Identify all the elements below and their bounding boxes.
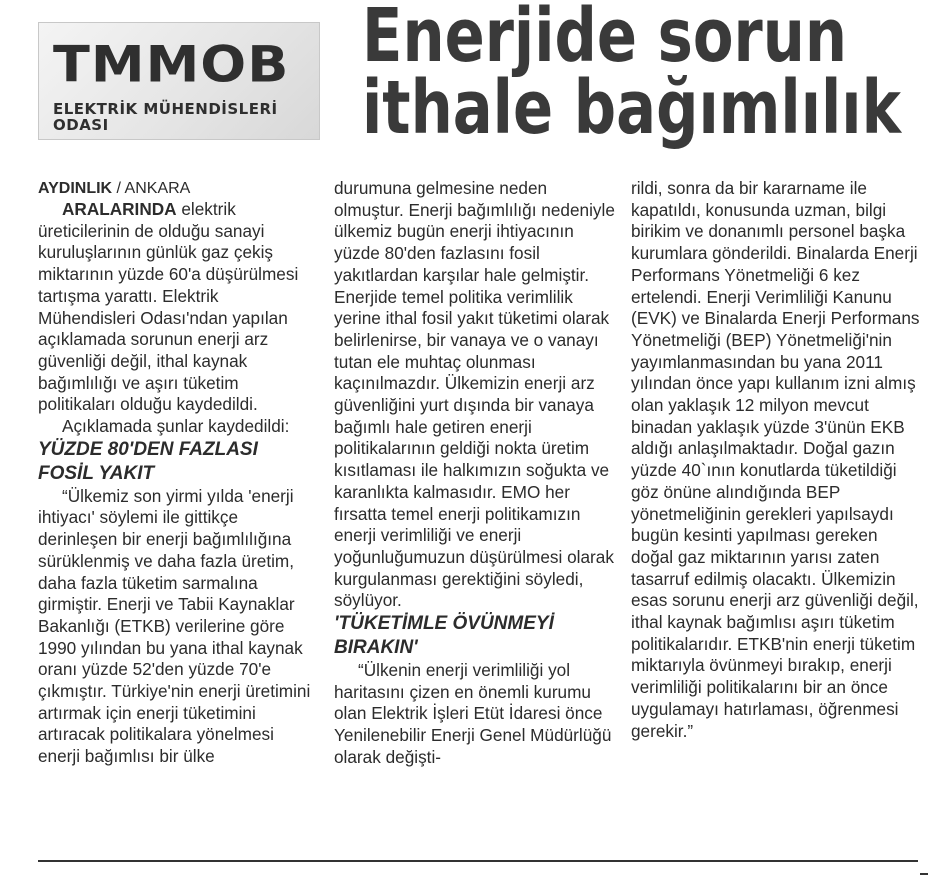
corner-mark bbox=[920, 873, 928, 875]
paragraph-1 bbox=[38, 199, 318, 416]
paragraph-2: Açıklamada şunlar kaydedildi: bbox=[62, 416, 290, 437]
subheading-1: YÜZDE 80'DEN FAZLASI FOSİL YAKIT bbox=[38, 438, 258, 484]
paragraph-3: “Ülkemiz son yirmi yılda 'enerji ihtiyacı' söylemi ile gittikçe derinleşen bir enerji bağımlılığına sürüklenmiş ve daha fazla üretim, daha fazla tüketim sarmalına girmiştir. Enerji ve Tabii Kaynaklar Bakanlığı (ETKB) verilerine göre 1990 yılından bu yana ithal kaynak oranı yüzde 52'den yüzde 70'e çıkmıştır. Türkiye'nin enerji üretimini artırmak için enerji tüketimini artıracak politikalara yönelmesi enerji bağımlısı bir ülke bbox=[38, 485, 311, 767]
paragraph-1-text: elektrik üreticilerinin de olduğu sanayi kuruluşlarının günlük gaz çekiş miktarının yüzde 60'a düşürülmesi tartışma yarattı. Elektrik Mühendisleri Odası'ndan yapılan açıklamada sorunun enerji arz güvenliği değil, ithal kaynak bağımlılığı ve aşırı tüketim politikaları olduğu kaydedildi. bbox=[38, 199, 299, 415]
headline-line1: Enerjide sorun bbox=[362, 0, 848, 79]
subheading-2: 'TÜKETİMLE ÖVÜNMEYİ BIRAKIN' bbox=[334, 613, 554, 659]
logo-subtitle bbox=[53, 101, 278, 133]
logo-subtitle-line2: ODASI bbox=[53, 116, 109, 134]
paragraph-4-continued: rildi, sonra da bir kararname ile kapatıldı, konusunda uzman, bilgi birikim ve donanımlı personel başka kurumlara gönderildi. Binalarda Enerji Performans Yönetmeliği 6 kez ertelendi. Enerji Verimliliği Kanunu (EVK) ve Binalarda Enerji Performans Yönetmeliği (BEP) Yönetmeliği'nin yayımlanmasından bu yana 2011 yılından önce yapı kullanım izni almış olan yaklaşık 12 milyon mevcut binadan yaklaşık yüzde 3'ünün EKB aldığı anlaşılmaktadır. Doğal gazın yüzde 40`ının konutlarda tüketildiği göz önüne alındığında BEP yönetmeliğinin gerekleri yapılsaydı bugün kesinti yapılması gereken doğal gaz miktarının yarısı zaten tasarruf edilmiş olacaktı. Ülkemizin esas sorunu enerji arz güvenliği değil, ithal kaynak bağımlısı aşırı tüketim politikalarıdır. ETKB'nin enerji tüketim miktarıyla övünmeyi bırakıp, enerji verimliliği politikalarını bir an önce uygulamayı hatırlaması, öğrenmesi gerekir.” bbox=[631, 178, 920, 741]
paragraph-4: “Ülkenin enerji verimliliği yol haritasını çizen en önemli kurumu olan Elektrik İşleri Etüt İdaresi önce Yenilenebilir Enerji Genel Müdürlüğü olarak değişti- bbox=[334, 660, 612, 767]
logo-subtitle-line1: ELEKTRİK MÜHENDİSLERİ bbox=[53, 100, 278, 118]
headline-line2: ithale bağımlılık bbox=[362, 65, 901, 151]
byline-city: ANKARA bbox=[124, 180, 191, 197]
article-column-2 bbox=[334, 178, 616, 769]
article-column-1 bbox=[38, 178, 318, 768]
byline-source: AYDINLIK bbox=[38, 180, 113, 197]
byline bbox=[38, 178, 318, 199]
headline bbox=[362, 0, 901, 151]
byline-separator: / bbox=[112, 180, 125, 197]
article-column-3 bbox=[631, 178, 921, 742]
paragraph-3-continued: durumuna gelmesine neden olmuştur. Enerji bağımlılığı nedeniyle ülkemiz bugün enerji ihtiyacının yüzde 80'den fazlasını fosil yakıtlardan karşılar hale gelmiştir. Enerjide temel politika verimlilik yerine ithal fosil yakıt tüketimi olarak belirlenirse, bir vanaya ve o vanayı tutan ele muhtaç olunması kaçınılmazdır. Ülkemizin enerji arz güvenliğini yurt dışında bir vanaya bağımlı hale getiren enerji politikalarının geldiği nokta üretim kısıtlaması ile halkımızın soğukta ve karanlıkta kalmasıdır. EMO her fırsatta temel enerji politikamızın enerji verimliliği ve enerji yoğunluğumuzun düşürülmesi olarak kurgulanması gerektiğini söyledi, söylüyor. bbox=[334, 178, 615, 611]
bottom-divider bbox=[38, 860, 918, 862]
tmmob-logo bbox=[38, 22, 320, 140]
logo-title: TMMOB bbox=[53, 35, 290, 94]
lead-word: ARALARINDA bbox=[62, 199, 177, 219]
